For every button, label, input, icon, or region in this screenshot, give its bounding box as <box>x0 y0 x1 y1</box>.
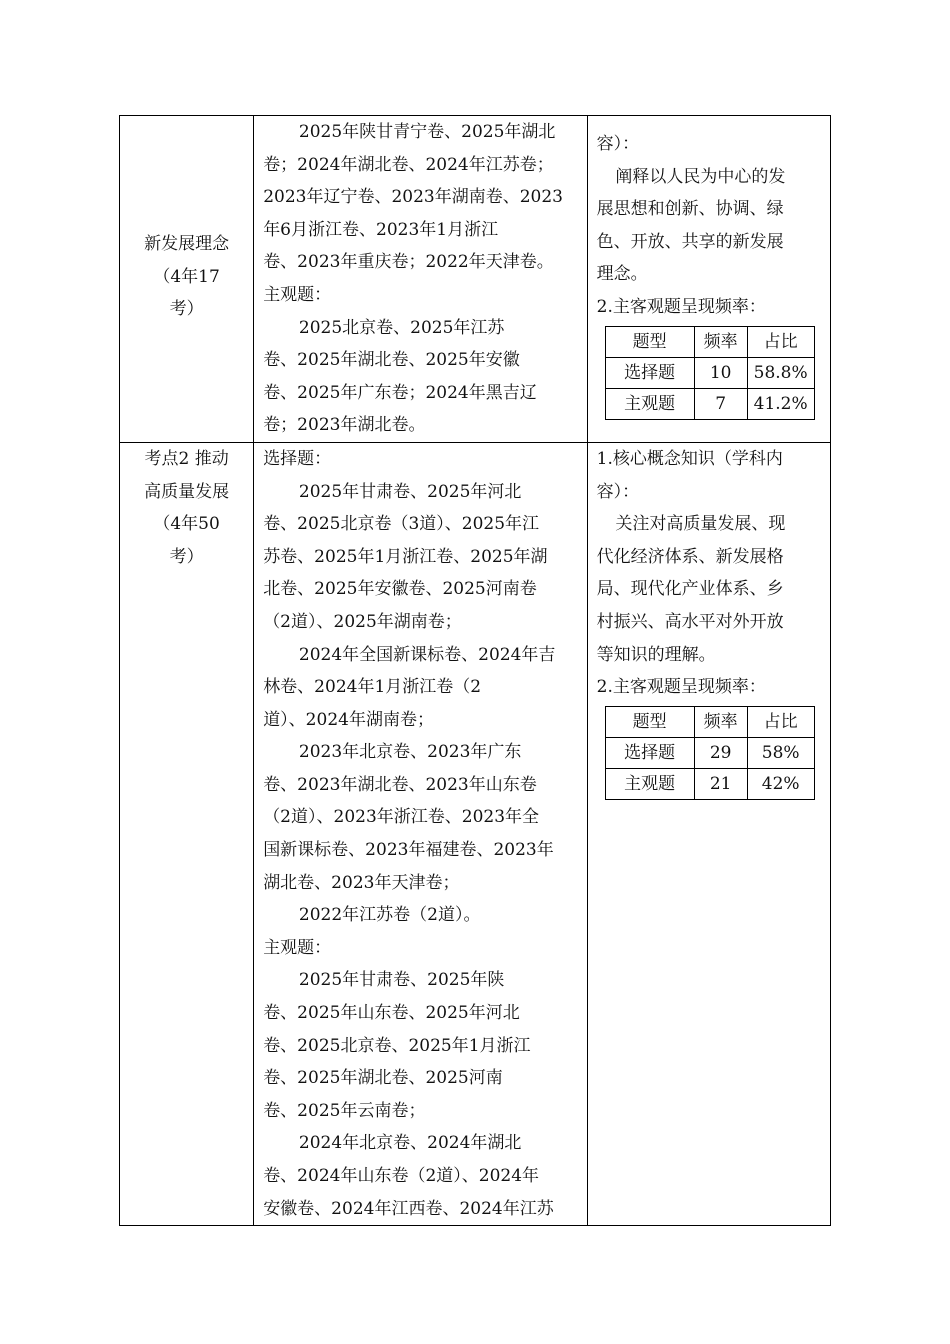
analysis-line: 容）： <box>596 134 640 154</box>
topic-label-line: （4年50 <box>153 514 220 535</box>
frequency-cell: 21 <box>694 768 747 799</box>
exam-source-line: 卷、2025北京卷（3道）、2025年江 <box>263 514 540 535</box>
exam-source-line: 2025年甘肃卷、2025年河北 <box>298 481 522 502</box>
analysis-line: 村振兴、高水平对外开放 <box>596 611 784 632</box>
frequency-cell: 选择题 <box>605 737 694 768</box>
analysis-line: 色、开放、共享的新发展 <box>596 231 784 252</box>
exam-list-cell <box>254 442 587 1225</box>
analysis-cell <box>587 116 830 443</box>
exam-source-line: 2025年陕甘青宁卷、2025年湖北 <box>298 122 556 142</box>
analysis-line: 局、现代化产业体系、乡 <box>596 579 784 600</box>
topic-label-line: 考） <box>169 299 204 320</box>
analysis-line: 容）： <box>596 481 640 502</box>
analysis-line: 2.主客观题呈现频率： <box>596 296 766 317</box>
exam-source-line: 2025年甘肃卷、2025年陕 <box>298 970 505 991</box>
exam-source-line: 卷、2024年山东卷（2道）、2024年 <box>263 1166 540 1186</box>
frequency-header-cell: 频率 <box>694 326 747 357</box>
analysis-cell <box>587 442 830 1225</box>
exam-source-line: 主观题： <box>263 937 332 958</box>
frequency-row <box>605 357 814 388</box>
exam-source-line: 安徽卷、2024年江西卷、2024年江苏 <box>263 1198 554 1219</box>
frequency-header-cell: 题型 <box>605 326 694 357</box>
analysis-line: 代化经济体系、新发展格 <box>596 546 784 567</box>
exam-list-cell <box>254 116 587 443</box>
frequency-header-cell: 占比 <box>747 326 814 357</box>
exam-source-line: 2025北京卷、2025年江苏 <box>298 317 505 338</box>
exam-source-line: 国新课标卷、2023年福建卷、2023年 <box>263 840 554 861</box>
exam-source-line: 卷、2025年云南卷； <box>263 1100 426 1121</box>
exam-source-line: （2道）、2023年浙江卷、2023年全 <box>263 807 540 828</box>
frequency-row <box>605 737 814 768</box>
exam-source-line: 2024年全国新课标卷、2024年吉 <box>298 644 556 665</box>
frequency-header-cell: 占比 <box>747 706 814 737</box>
frequency-cell: 29 <box>694 737 747 768</box>
exam-source-line: 卷、2025年湖北卷、2025年安徽 <box>263 350 520 371</box>
frequency-cell: 主观题 <box>605 768 694 799</box>
frequency-cell: 选择题 <box>605 357 694 388</box>
topic-label-line: （4年17 <box>153 266 220 287</box>
exam-source-line: 年6月浙江卷、2023年1月浙江 <box>263 219 499 240</box>
frequency-header-row <box>605 706 814 737</box>
topic-label-line: 考点2 推动 <box>144 448 229 469</box>
exam-source-line: 湖北卷、2023年天津卷； <box>263 872 460 893</box>
topic-cell <box>120 116 254 443</box>
frequency-cell: 58% <box>747 737 814 768</box>
exam-source-line: 卷；2023年湖北卷。 <box>263 415 426 436</box>
topic-label-line: 高质量发展 <box>144 481 230 502</box>
exam-analysis-table <box>119 115 831 1226</box>
analysis-line: 展思想和创新、协调、绿 <box>596 199 784 220</box>
analysis-line: 2.主客观题呈现频率： <box>596 677 766 698</box>
analysis-line: 阐释以人民为中心的发 <box>615 166 786 187</box>
topic-cell <box>120 442 254 1225</box>
topic-label-line: 考） <box>169 546 204 567</box>
exam-source-line: 道）、2024年湖南卷； <box>263 709 434 730</box>
frequency-cell: 主观题 <box>605 388 694 419</box>
exam-source-line: 2023年北京卷、2023年广东 <box>298 742 522 763</box>
exam-source-line: 2022年江苏卷（2道）。 <box>298 905 481 926</box>
exam-source-line: 主观题： <box>263 284 332 305</box>
table-row <box>120 116 831 443</box>
exam-source-line: 选择题： <box>263 448 332 469</box>
table-row <box>120 442 831 1225</box>
frequency-header-row <box>605 326 814 357</box>
frequency-cell: 41.2% <box>747 388 814 419</box>
frequency-table <box>605 706 815 800</box>
frequency-cell: 58.8% <box>747 357 814 388</box>
frequency-cell: 7 <box>694 388 747 419</box>
frequency-table <box>605 326 815 420</box>
frequency-header-cell: 题型 <box>605 706 694 737</box>
exam-source-line: 2023年辽宁卷、2023年湖南卷、2023 <box>263 187 563 208</box>
exam-source-line: 卷、2023年重庆卷；2022年天津卷。 <box>263 252 554 273</box>
exam-source-line: 卷、2025年湖北卷、2025河南 <box>263 1068 503 1089</box>
exam-source-line: 卷；2024年湖北卷、2024年江苏卷； <box>263 154 554 175</box>
exam-source-line: 卷、2025年山东卷、2025年河北 <box>263 1003 520 1024</box>
exam-source-line: 林卷、2024年1月浙江卷（2 <box>263 677 482 698</box>
frequency-header-cell: 频率 <box>694 706 747 737</box>
exam-source-line: （2道）、2025年湖南卷； <box>263 611 462 632</box>
exam-source-line: 卷、2025北京卷、2025年1月浙江 <box>263 1035 531 1056</box>
frequency-cell: 10 <box>694 357 747 388</box>
exam-source-line: 卷、2023年湖北卷、2023年山东卷 <box>263 774 537 795</box>
frequency-row <box>605 388 814 419</box>
analysis-line: 理念。 <box>596 264 648 285</box>
analysis-line: 1.核心概念知识（学科内 <box>596 448 783 469</box>
exam-source-line: 苏卷、2025年1月浙江卷、2025年湖 <box>263 546 548 567</box>
topic-label-line: 新发展理念 <box>144 234 230 254</box>
frequency-cell: 42% <box>747 768 814 799</box>
frequency-row <box>605 768 814 799</box>
analysis-line: 关注对高质量发展、现 <box>615 514 786 535</box>
analysis-line: 等知识的理解。 <box>596 644 716 665</box>
exam-source-line: 北卷、2025年安徽卷、2025河南卷 <box>263 579 537 600</box>
exam-source-line: 2024年北京卷、2024年湖北 <box>298 1133 522 1154</box>
exam-source-line: 卷、2025年广东卷；2024年黑吉辽 <box>263 382 537 403</box>
